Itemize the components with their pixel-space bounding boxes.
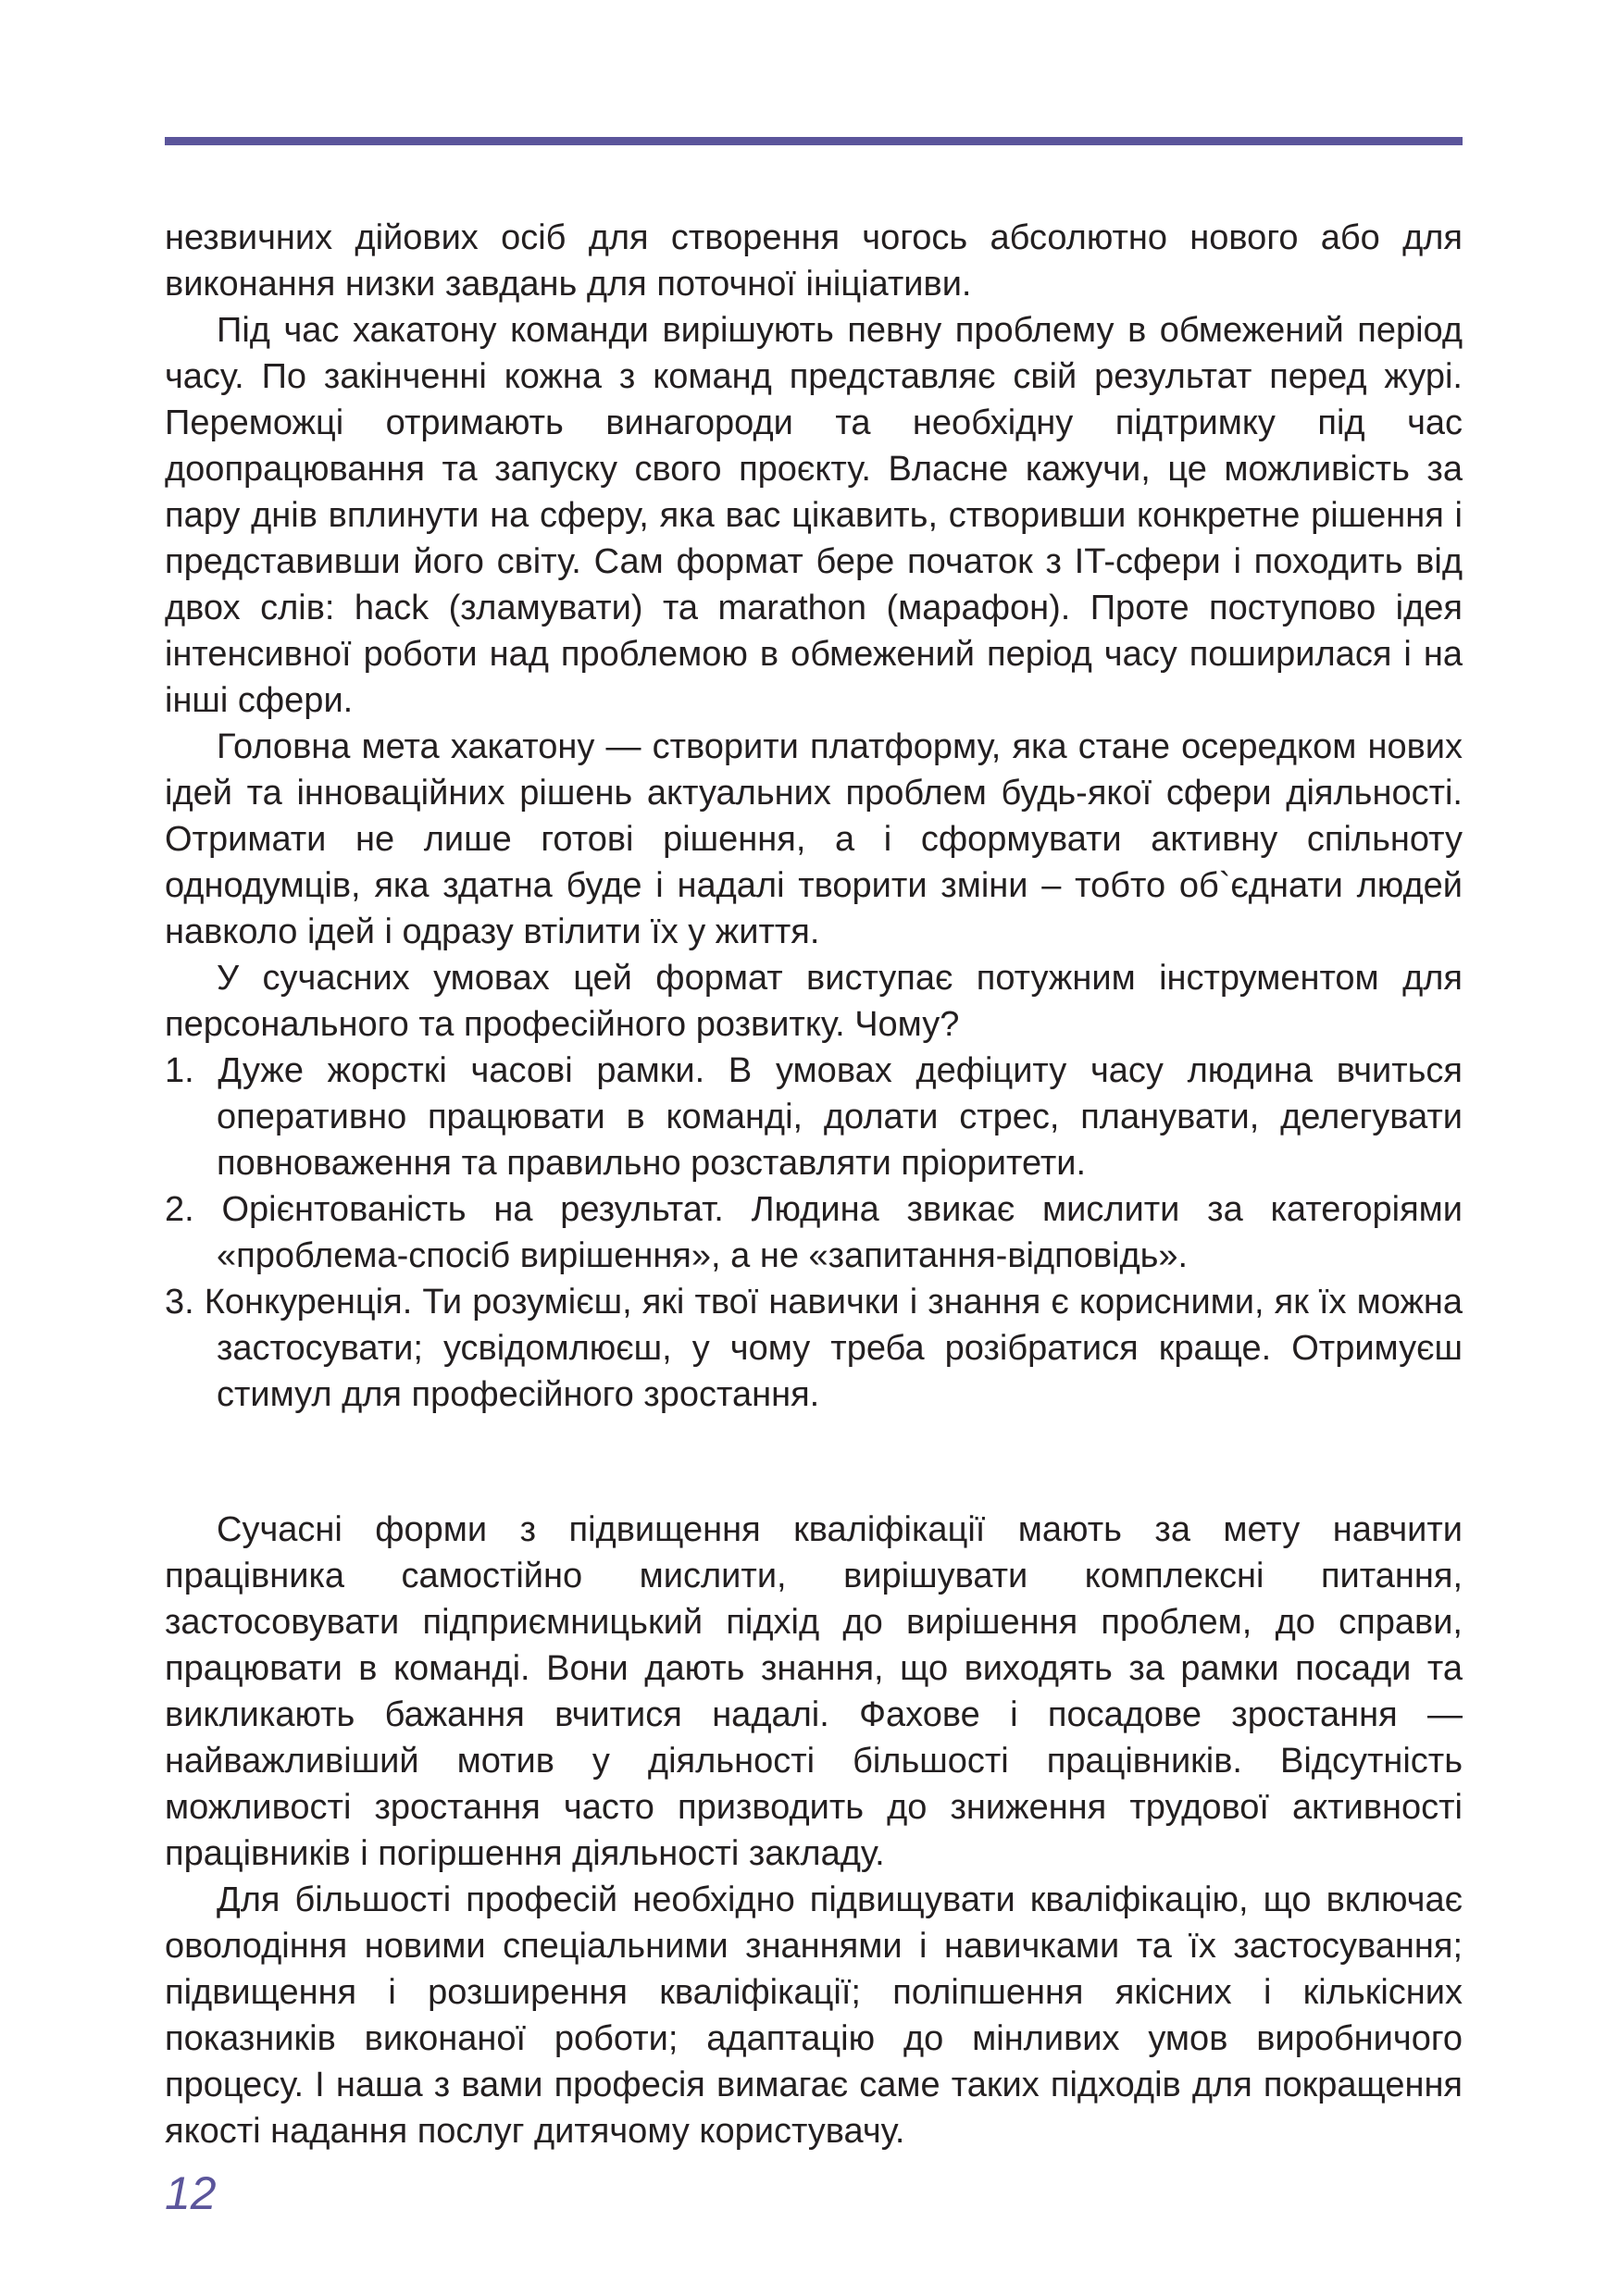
paragraph-hackathon-goal: Головна мета хакатону — створити платформу, яка стане осередком нових ідей та інноваційних рішень актуальних проблем будь-якої сфери діяльності. Отримати не лише готові рішення, а і сформувати активну спільноту однодумців, яка здатна буде і надалі творити зміни – тобто об`єднати людей навколо ідей і одразу втілити їх у життя.	[165, 727, 1463, 951]
paragraph-why-question: У сучасних умовах цей формат виступає потужним інструментом для персонального та професійного розвитку. Чому?	[165, 959, 1463, 1044]
list-item: 1. Дуже жорсткі часові рамки. В умовах дефіциту часу людина вчиться оперативно працювати в команді, долати стрес, планувати, делегувати повноваження та правильно розставляти пріоритети.	[165, 1051, 1463, 1183]
list-item: 3. Конкуренція. Ти розумієш, які твої навички і знання є корисними, як їх можна застосувати; усвідомлюєш, у чому треба розібратися краще. Отримуєш стимул для професійного зростання.	[165, 1283, 1463, 1414]
header-rule	[165, 137, 1463, 145]
list-item: 2. Орієнтованість на результат. Людина звикає мислити за категоріями «проблема-спосіб вирішення», а не «запитання-відповідь».	[165, 1190, 1463, 1275]
reasons-list	[165, 1048, 1463, 1418]
paragraph-qualification: Для більшості професій необхідно підвищувати кваліфікацію, що включає оволодіння новими спеціальними знаннями і навичками та їх застосування; підвищення і розширення кваліфікації; поліпшення якісних і кількісних показників виконаної роботи; адаптацію до мінливих умов виробничого процесу. І наша з вами професія вимагає саме таких підходів для покращення якості надання послуг дитячому користувачу.	[165, 1880, 1463, 2151]
paragraph-continuation: незвичних дійових осіб для створення чогось абсолютно нового або для виконання низки завдань для поточної ініціативи.	[165, 218, 1463, 304]
section-gap	[165, 1418, 1463, 1507]
paragraph-modern-forms: Сучасні форми з підвищення кваліфікації мають за мету навчити працівника самостійно мислити, вирішувати комплексні питання, застосовувати підприємницький підхід до вирішення проблем, до справи, працювати в команді. Вони дають знання, що виходять за рамки посади та викликають бажання вчитися надалі. Фахове і посадове зростання — найважливіший мотив у діяльності більшості працівників. Відсутність можливості зростання часто призводить до зниження трудової активності працівників і погіршення діяльності закладу.	[165, 1510, 1463, 1873]
page-body	[165, 215, 1463, 2154]
paragraph-hackathon-description: Під час хакатону команди вирішують певну проблему в обмежений період часу. По закінченні кожна з команд представляє свій результат перед журі. Переможці отримають винагороди та необхідну підтримку під час доопрацювання та запуску свого проєкту. Власне кажучи, це можливість за пару днів вплинути на сферу, яка вас цікавить, створивши конкретне рішення і представивши його світу. Сам формат бере початок з IT-сфери і походить від двох слів: hack (зламувати) та marathon (марафон). Проте поступово ідея інтенсивної роботи над проблемою в обмежений період часу поширилася і на інші сфери.	[165, 311, 1463, 720]
page-number: 12	[165, 2167, 217, 2219]
